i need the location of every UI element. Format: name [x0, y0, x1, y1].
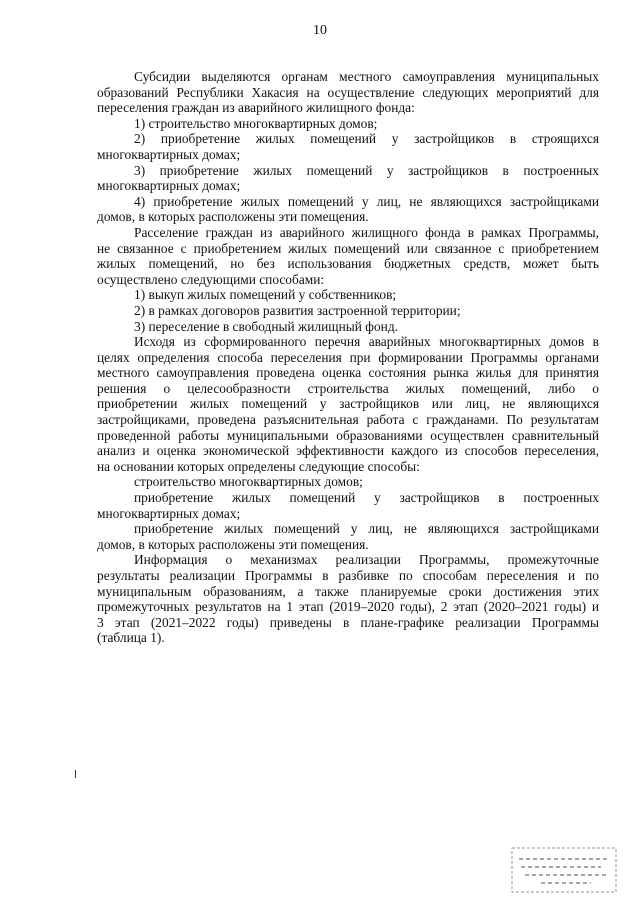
text-line: приобретение жилых помещений у лиц, не являющихся застройщиками: [134, 521, 599, 537]
text-line: осуществлено следующими способами:: [97, 271, 325, 287]
text-line: домов, в которых расположены эти помещения.: [97, 209, 369, 225]
text-line: приобретение жилых помещений у застройщиков в построенных: [134, 490, 599, 506]
text-line: промежуточных результатов на 1 этап (2019–2020 годы), 2 этап (2020–2021 годы) и: [97, 599, 599, 615]
text-line: Расселение граждан из аварийного жилищного фонда в рамках Программы,: [134, 224, 599, 240]
text-line: строительство многоквартирных домов;: [134, 474, 363, 490]
text-line: переселения граждан из аварийного жилищного фонда:: [97, 100, 415, 116]
text-line: образований Республики Хакасия на осуществление следующих мероприятий для: [97, 84, 599, 100]
text-line: Субсидии выделяются органам местного самоуправления муниципальных: [134, 69, 599, 84]
text-line: многоквартирных домах;: [97, 146, 241, 162]
text-line: не связанное с приобретением жилых помещений или связанное с приобретением: [97, 240, 599, 256]
document-body: [97, 69, 599, 646]
text-line: муниципальным образованиям, а также планируемые сроки достижения этих: [97, 583, 599, 599]
text-line: 2) приобретение жилых помещений у застройщиков в строящихся: [134, 131, 599, 147]
text-line: целях определения способа переселения при формировании Программы органами: [97, 349, 599, 365]
scan-mark: [75, 770, 76, 778]
text-line: многоквартирных домах;: [97, 505, 241, 521]
text-line: анализ и оценка экономической эффективности каждого из способов переселения,: [97, 443, 599, 459]
text-line: (таблица 1).: [97, 630, 165, 646]
text-line: домов, в которых расположены эти помещения.: [97, 536, 369, 552]
text-line: результаты реализации Программы в разбивке по способам переселения и по: [97, 568, 599, 583]
text-line: 3) переселение в свободный жилищный фонд.: [134, 318, 398, 334]
text-line: 4) приобретение жилых помещений у лиц, не являющихся застройщиками: [134, 193, 599, 209]
text-line: решения о целесообразности строительства жилых помещений, либо о: [97, 380, 599, 396]
text-line: 2) в рамках договоров развития застроенной территории;: [134, 302, 461, 318]
text-line: 1) выкуп жилых помещений у собственников;: [134, 287, 397, 303]
text-line: застройщиками, проведена разъяснительная работа с гражданами. По результатам: [97, 412, 599, 428]
text-line: жилых помещений, но без использования бюджетных средств, может быть: [97, 256, 599, 272]
text-line: 3 этап (2021–2022 годы) приведены в плане-графике реализации Программы: [97, 614, 599, 630]
page-number: 10: [313, 23, 327, 38]
text-line: многоквартирных домах;: [97, 178, 241, 194]
stamp-icon: [511, 847, 617, 893]
text-line: приобретении жилых помещений у застройщиков или лиц, не являющихся: [97, 396, 599, 412]
text-line: на основании которых определены следующие способы:: [97, 458, 420, 474]
text-line: Исходя из сформированного перечня аварийных многоквартирных домов в: [134, 334, 599, 350]
text-line: 1) строительство многоквартирных домов;: [134, 115, 378, 131]
text-line: проведенной работы муниципальными образованиями осуществлен сравнительный: [97, 427, 599, 443]
text-line: Информация о механизмах реализации Программы, промежуточные: [134, 552, 599, 568]
text-line: 3) приобретение жилых помещений у застройщиков в построенных: [134, 162, 599, 178]
text-line: местного самоуправления проведена оценка состояния рынка жилья для принятия: [97, 365, 599, 381]
